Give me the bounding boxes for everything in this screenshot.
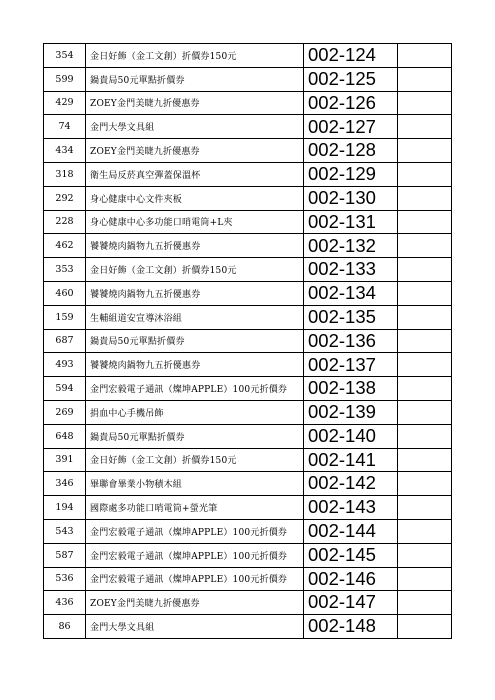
- ticket-number-cell: 159: [44, 305, 86, 329]
- blank-cell: [398, 91, 452, 115]
- table-row: [44, 234, 452, 258]
- ticket-number-cell: 587: [44, 543, 86, 567]
- prize-name-cell: 捐血中心手機吊飾: [86, 400, 304, 424]
- table-row: [44, 496, 452, 520]
- table-row: [44, 591, 452, 615]
- table-row: [44, 67, 452, 91]
- table-row: [44, 258, 452, 282]
- blank-cell: [398, 210, 452, 234]
- table-row: [44, 424, 452, 448]
- ticket-number-cell: 292: [44, 186, 86, 210]
- prize-code-cell: 002-141: [304, 448, 398, 472]
- ticket-number-cell: 318: [44, 162, 86, 186]
- prize-code-cell: 002-130: [304, 186, 398, 210]
- blank-cell: [398, 234, 452, 258]
- table-row: [44, 210, 452, 234]
- prize-code-cell: 002-129: [304, 162, 398, 186]
- table-row: [44, 543, 452, 567]
- prize-name-cell: 身心健康中心多功能口哨電筒+L夾: [86, 210, 304, 234]
- ticket-number-cell: 74: [44, 115, 86, 139]
- prize-code-cell: 002-136: [304, 329, 398, 353]
- blank-cell: [398, 258, 452, 282]
- table-row: [44, 329, 452, 353]
- prize-code-cell: 002-145: [304, 543, 398, 567]
- prize-name-cell: ZOEY金門美睫九折優惠券: [86, 91, 304, 115]
- ticket-number-cell: 354: [44, 44, 86, 68]
- ticket-number-cell: 269: [44, 400, 86, 424]
- prize-name-cell: 金門宏毅電子通訊（燦坤APPLE）100元折價券: [86, 519, 304, 543]
- table-row: [44, 115, 452, 139]
- blank-cell: [398, 67, 452, 91]
- prize-code-cell: 002-147: [304, 591, 398, 615]
- prize-name-cell: 鍋貴局50元單點折價券: [86, 424, 304, 448]
- blank-cell: [398, 615, 452, 639]
- ticket-number-cell: 434: [44, 139, 86, 163]
- table-row: [44, 139, 452, 163]
- blank-cell: [398, 139, 452, 163]
- ticket-number-cell: 462: [44, 234, 86, 258]
- prize-code-cell: 002-142: [304, 472, 398, 496]
- prize-code-cell: 002-131: [304, 210, 398, 234]
- ticket-number-cell: 599: [44, 67, 86, 91]
- ticket-number-cell: 460: [44, 281, 86, 305]
- blank-cell: [398, 400, 452, 424]
- prize-code-cell: 002-132: [304, 234, 398, 258]
- blank-cell: [398, 519, 452, 543]
- table-row: [44, 281, 452, 305]
- prize-name-cell: 金門宏毅電子通訊（燦坤APPLE）100元折價券: [86, 543, 304, 567]
- blank-cell: [398, 305, 452, 329]
- table-row: [44, 305, 452, 329]
- table-row: [44, 448, 452, 472]
- table-row: [44, 567, 452, 591]
- ticket-number-cell: 536: [44, 567, 86, 591]
- blank-cell: [398, 377, 452, 401]
- ticket-number-cell: 543: [44, 519, 86, 543]
- blank-cell: [398, 353, 452, 377]
- prize-name-cell: 鍋貴局50元單點折價券: [86, 329, 304, 353]
- ticket-number-cell: 353: [44, 258, 86, 282]
- blank-cell: [398, 44, 452, 68]
- prize-name-cell: 饕饕燒肉鍋物九五折優惠券: [86, 353, 304, 377]
- ticket-number-cell: 687: [44, 329, 86, 353]
- blank-cell: [398, 186, 452, 210]
- blank-cell: [398, 448, 452, 472]
- blank-cell: [398, 115, 452, 139]
- ticket-number-cell: 228: [44, 210, 86, 234]
- table-row: [44, 186, 452, 210]
- ticket-number-cell: 429: [44, 91, 86, 115]
- prize-code-cell: 002-144: [304, 519, 398, 543]
- prize-table-body: [44, 44, 452, 639]
- prize-name-cell: 國際處多功能口哨電筒+螢光筆: [86, 496, 304, 520]
- prize-name-cell: 金門大學文具組: [86, 115, 304, 139]
- prize-name-cell: 金門大學文具組: [86, 615, 304, 639]
- table-row: [44, 615, 452, 639]
- blank-cell: [398, 567, 452, 591]
- prize-name-cell: ZOEY金門美睫九折優惠券: [86, 591, 304, 615]
- prize-code-cell: 002-124: [304, 44, 398, 68]
- prize-code-cell: 002-138: [304, 377, 398, 401]
- blank-cell: [398, 329, 452, 353]
- blank-cell: [398, 472, 452, 496]
- blank-cell: [398, 543, 452, 567]
- ticket-number-cell: 493: [44, 353, 86, 377]
- ticket-number-cell: 346: [44, 472, 86, 496]
- table-row: [44, 162, 452, 186]
- ticket-number-cell: 194: [44, 496, 86, 520]
- blank-cell: [398, 591, 452, 615]
- table-row: [44, 472, 452, 496]
- prize-code-cell: 002-143: [304, 496, 398, 520]
- table-row: [44, 400, 452, 424]
- prize-code-cell: 002-128: [304, 139, 398, 163]
- prize-code-cell: 002-127: [304, 115, 398, 139]
- prize-name-cell: 衛生局反菸真空彈蓋保溫杯: [86, 162, 304, 186]
- blank-cell: [398, 281, 452, 305]
- prize-table: [43, 43, 452, 639]
- prize-name-cell: 鍋貴局50元單點折價券: [86, 67, 304, 91]
- table-row: [44, 353, 452, 377]
- table-row: [44, 44, 452, 68]
- ticket-number-cell: 391: [44, 448, 86, 472]
- ticket-number-cell: 594: [44, 377, 86, 401]
- prize-name-cell: 畢聯會畢業小物積木組: [86, 472, 304, 496]
- prize-code-cell: 002-140: [304, 424, 398, 448]
- table-row: [44, 377, 452, 401]
- prize-name-cell: ZOEY金門美睫九折優惠券: [86, 139, 304, 163]
- prize-code-cell: 002-148: [304, 615, 398, 639]
- prize-code-cell: 002-133: [304, 258, 398, 282]
- prize-name-cell: 金門宏毅電子通訊（燦坤APPLE）100元折價券: [86, 567, 304, 591]
- blank-cell: [398, 162, 452, 186]
- ticket-number-cell: 648: [44, 424, 86, 448]
- prize-name-cell: 饕饕燒肉鍋物九五折優惠券: [86, 234, 304, 258]
- prize-name-cell: 生輔組道安宣導沐浴組: [86, 305, 304, 329]
- prize-name-cell: 饕饕燒肉鍋物九五折優惠券: [86, 281, 304, 305]
- prize-code-cell: 002-146: [304, 567, 398, 591]
- prize-name-cell: 金日好飾（金工文創）折價券150元: [86, 448, 304, 472]
- prize-list-sheet: [43, 43, 452, 639]
- blank-cell: [398, 496, 452, 520]
- prize-name-cell: 金日好飾（金工文創）折價券150元: [86, 258, 304, 282]
- table-row: [44, 519, 452, 543]
- table-row: [44, 91, 452, 115]
- prize-name-cell: 金日好飾（金工文創）折價券150元: [86, 44, 304, 68]
- prize-code-cell: 002-126: [304, 91, 398, 115]
- ticket-number-cell: 86: [44, 615, 86, 639]
- prize-code-cell: 002-134: [304, 281, 398, 305]
- prize-code-cell: 002-137: [304, 353, 398, 377]
- prize-name-cell: 身心健康中心文件夾板: [86, 186, 304, 210]
- prize-code-cell: 002-139: [304, 400, 398, 424]
- prize-name-cell: 金門宏毅電子通訊（燦坤APPLE）100元折價券: [86, 377, 304, 401]
- prize-code-cell: 002-135: [304, 305, 398, 329]
- ticket-number-cell: 436: [44, 591, 86, 615]
- blank-cell: [398, 424, 452, 448]
- prize-code-cell: 002-125: [304, 67, 398, 91]
